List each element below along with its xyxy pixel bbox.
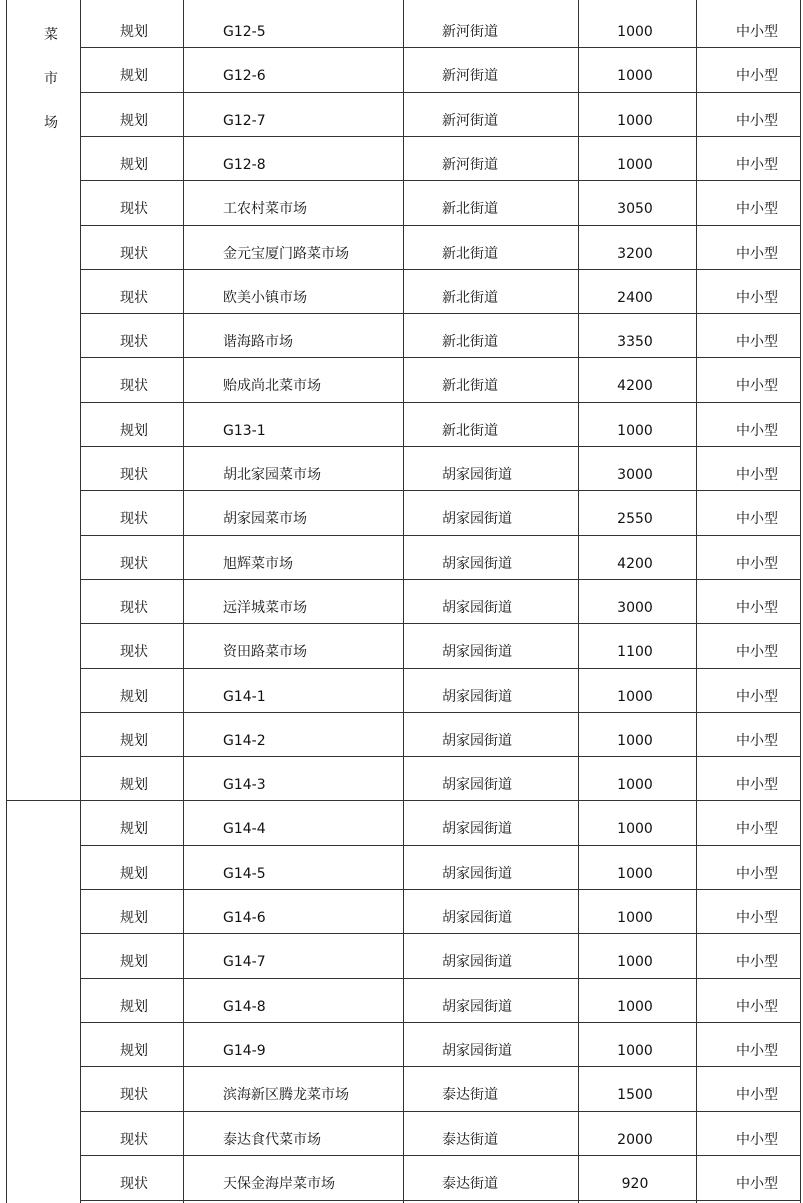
area-cell: 4200: [617, 378, 653, 394]
area-cell: 1000: [617, 777, 653, 793]
street-cell: 泰达街道: [442, 1176, 498, 1192]
name-cell: 泰达食代菜市场: [223, 1132, 321, 1148]
group-label-char: 菜: [44, 27, 58, 43]
status-cell: 规划: [120, 954, 148, 970]
type-cell: 中小型: [736, 600, 778, 616]
name-cell: 工农村菜市场: [223, 201, 307, 217]
type-cell: 中小型: [736, 157, 778, 173]
status-cell: 现状: [120, 467, 148, 483]
status-cell: 规划: [120, 689, 148, 705]
street-cell: 胡家园街道: [442, 954, 512, 970]
status-cell: 规划: [120, 423, 148, 439]
row-divider: [80, 269, 801, 270]
row-divider: [80, 402, 801, 403]
name-cell: G12-5: [223, 24, 266, 40]
area-cell: 1000: [617, 999, 653, 1015]
area-cell: 1000: [617, 1043, 653, 1059]
row-divider: [80, 579, 801, 580]
area-cell: 1000: [617, 821, 653, 837]
street-cell: 胡家园街道: [442, 644, 512, 660]
group-label-char: 场: [44, 115, 58, 131]
status-cell: 规划: [120, 910, 148, 926]
street-cell: 胡家园街道: [442, 821, 512, 837]
row-divider: [80, 1200, 801, 1201]
name-cell: G12-6: [223, 68, 266, 84]
area-cell: 4200: [617, 556, 653, 572]
status-cell: 规划: [120, 999, 148, 1015]
type-cell: 中小型: [736, 113, 778, 129]
street-cell: 新河街道: [442, 24, 498, 40]
type-cell: 中小型: [736, 24, 778, 40]
name-cell: 欧美小镇市场: [223, 290, 307, 306]
type-cell: 中小型: [736, 378, 778, 394]
type-cell: 中小型: [736, 246, 778, 262]
type-cell: 中小型: [736, 1176, 778, 1192]
name-cell: G14-5: [223, 866, 266, 882]
street-cell: 胡家园街道: [442, 733, 512, 749]
status-cell: 现状: [120, 246, 148, 262]
row-divider: [80, 357, 801, 358]
street-cell: 胡家园街道: [442, 866, 512, 882]
status-cell: 规划: [120, 24, 148, 40]
street-cell: 胡家园街道: [442, 600, 512, 616]
name-cell: 天保金海岸菜市场: [223, 1176, 335, 1192]
area-cell: 2550: [617, 511, 653, 527]
type-cell: 中小型: [736, 68, 778, 84]
area-cell: 1000: [617, 157, 653, 173]
name-cell: G14-6: [223, 910, 266, 926]
row-divider: [80, 1155, 801, 1156]
name-cell: 金元宝厦门路菜市场: [223, 246, 349, 262]
area-cell: 1000: [617, 954, 653, 970]
street-cell: 新北街道: [442, 334, 498, 350]
type-cell: 中小型: [736, 556, 778, 572]
street-cell: 泰达街道: [442, 1132, 498, 1148]
status-cell: 现状: [120, 378, 148, 394]
area-cell: 1500: [617, 1087, 653, 1103]
area-cell: 3000: [617, 467, 653, 483]
type-cell: 中小型: [736, 733, 778, 749]
row-divider: [80, 712, 801, 713]
row-divider: [80, 180, 801, 181]
status-cell: 规划: [120, 68, 148, 84]
status-cell: 现状: [120, 644, 148, 660]
status-cell: 规划: [120, 777, 148, 793]
street-cell: 胡家园街道: [442, 511, 512, 527]
status-cell: 现状: [120, 290, 148, 306]
status-cell: 规划: [120, 113, 148, 129]
name-cell: G14-1: [223, 689, 266, 705]
area-cell: 920: [621, 1176, 649, 1192]
area-cell: 1000: [617, 423, 653, 439]
row-divider: [80, 623, 801, 624]
name-cell: G14-3: [223, 777, 266, 793]
row-divider: [80, 490, 801, 491]
status-cell: 规划: [120, 1043, 148, 1059]
type-cell: 中小型: [736, 334, 778, 350]
street-cell: 新河街道: [442, 113, 498, 129]
area-cell: 1000: [617, 689, 653, 705]
status-cell: 现状: [120, 556, 148, 572]
area-cell: 2400: [617, 290, 653, 306]
street-cell: 新河街道: [442, 157, 498, 173]
name-cell: G12-7: [223, 113, 266, 129]
street-cell: 胡家园街道: [442, 556, 512, 572]
row-divider: [80, 225, 801, 226]
area-cell: 1000: [617, 866, 653, 882]
street-cell: 新北街道: [442, 201, 498, 217]
name-cell: 胡北家园菜市场: [223, 467, 321, 483]
name-cell: 资田路菜市场: [223, 644, 307, 660]
street-cell: 胡家园街道: [442, 910, 512, 926]
name-cell: 谐海路市场: [223, 334, 293, 350]
status-cell: 现状: [120, 1132, 148, 1148]
area-cell: 1000: [617, 113, 653, 129]
street-cell: 新北街道: [442, 423, 498, 439]
row-divider: [80, 845, 801, 846]
status-cell: 现状: [120, 600, 148, 616]
row-divider: [80, 1066, 801, 1067]
type-cell: 中小型: [736, 423, 778, 439]
type-cell: 中小型: [736, 777, 778, 793]
name-cell: 远洋城菜市场: [223, 600, 307, 616]
status-cell: 现状: [120, 1176, 148, 1192]
name-cell: G14-7: [223, 954, 266, 970]
name-cell: G14-2: [223, 733, 266, 749]
row-divider: [80, 668, 801, 669]
group-label-char: 市: [44, 71, 58, 87]
row-divider: [6, 800, 801, 801]
name-cell: G14-8: [223, 999, 266, 1015]
row-divider: [80, 47, 801, 48]
status-cell: 现状: [120, 201, 148, 217]
status-cell: 现状: [120, 511, 148, 527]
type-cell: 中小型: [736, 1132, 778, 1148]
name-cell: 旭辉菜市场: [223, 556, 293, 572]
status-cell: 规划: [120, 866, 148, 882]
street-cell: 胡家园街道: [442, 999, 512, 1015]
row-divider: [80, 1022, 801, 1023]
area-cell: 2000: [617, 1132, 653, 1148]
type-cell: 中小型: [736, 467, 778, 483]
street-cell: 胡家园街道: [442, 689, 512, 705]
type-cell: 中小型: [736, 866, 778, 882]
row-divider: [80, 535, 801, 536]
area-cell: 1000: [617, 910, 653, 926]
street-cell: 泰达街道: [442, 1087, 498, 1103]
type-cell: 中小型: [736, 290, 778, 306]
status-cell: 现状: [120, 1087, 148, 1103]
type-cell: 中小型: [736, 954, 778, 970]
area-cell: 1000: [617, 24, 653, 40]
area-cell: 1000: [617, 68, 653, 84]
street-cell: 胡家园街道: [442, 777, 512, 793]
row-divider: [80, 313, 801, 314]
row-divider: [80, 1111, 801, 1112]
street-cell: 新北街道: [442, 246, 498, 262]
status-cell: 规划: [120, 157, 148, 173]
type-cell: 中小型: [736, 511, 778, 527]
name-cell: 胡家园菜市场: [223, 511, 307, 527]
table-border-left: [6, 0, 7, 1203]
name-cell: G14-9: [223, 1043, 266, 1059]
area-cell: 1100: [617, 644, 653, 660]
area-cell: 3050: [617, 201, 653, 217]
type-cell: 中小型: [736, 1087, 778, 1103]
row-divider: [80, 446, 801, 447]
name-cell: G13-1: [223, 423, 266, 439]
type-cell: 中小型: [736, 821, 778, 837]
row-divider: [80, 933, 801, 934]
name-cell: 滨海新区腾龙菜市场: [223, 1087, 349, 1103]
type-cell: 中小型: [736, 201, 778, 217]
row-divider: [80, 889, 801, 890]
row-divider: [80, 978, 801, 979]
area-cell: 1000: [617, 733, 653, 749]
type-cell: 中小型: [736, 1043, 778, 1059]
type-cell: 中小型: [736, 644, 778, 660]
street-cell: 胡家园街道: [442, 467, 512, 483]
street-cell: 胡家园街道: [442, 1043, 512, 1059]
type-cell: 中小型: [736, 999, 778, 1015]
type-cell: 中小型: [736, 689, 778, 705]
status-cell: 规划: [120, 821, 148, 837]
row-divider: [80, 136, 801, 137]
type-cell: 中小型: [736, 910, 778, 926]
area-cell: 3350: [617, 334, 653, 350]
street-cell: 新北街道: [442, 378, 498, 394]
area-cell: 3000: [617, 600, 653, 616]
status-cell: 规划: [120, 733, 148, 749]
name-cell: G14-4: [223, 821, 266, 837]
name-cell: 贻成尚北菜市场: [223, 378, 321, 394]
name-cell: G12-8: [223, 157, 266, 173]
area-cell: 3200: [617, 246, 653, 262]
row-divider: [80, 92, 801, 93]
row-divider: [80, 756, 801, 757]
street-cell: 新北街道: [442, 290, 498, 306]
status-cell: 现状: [120, 334, 148, 350]
street-cell: 新河街道: [442, 68, 498, 84]
